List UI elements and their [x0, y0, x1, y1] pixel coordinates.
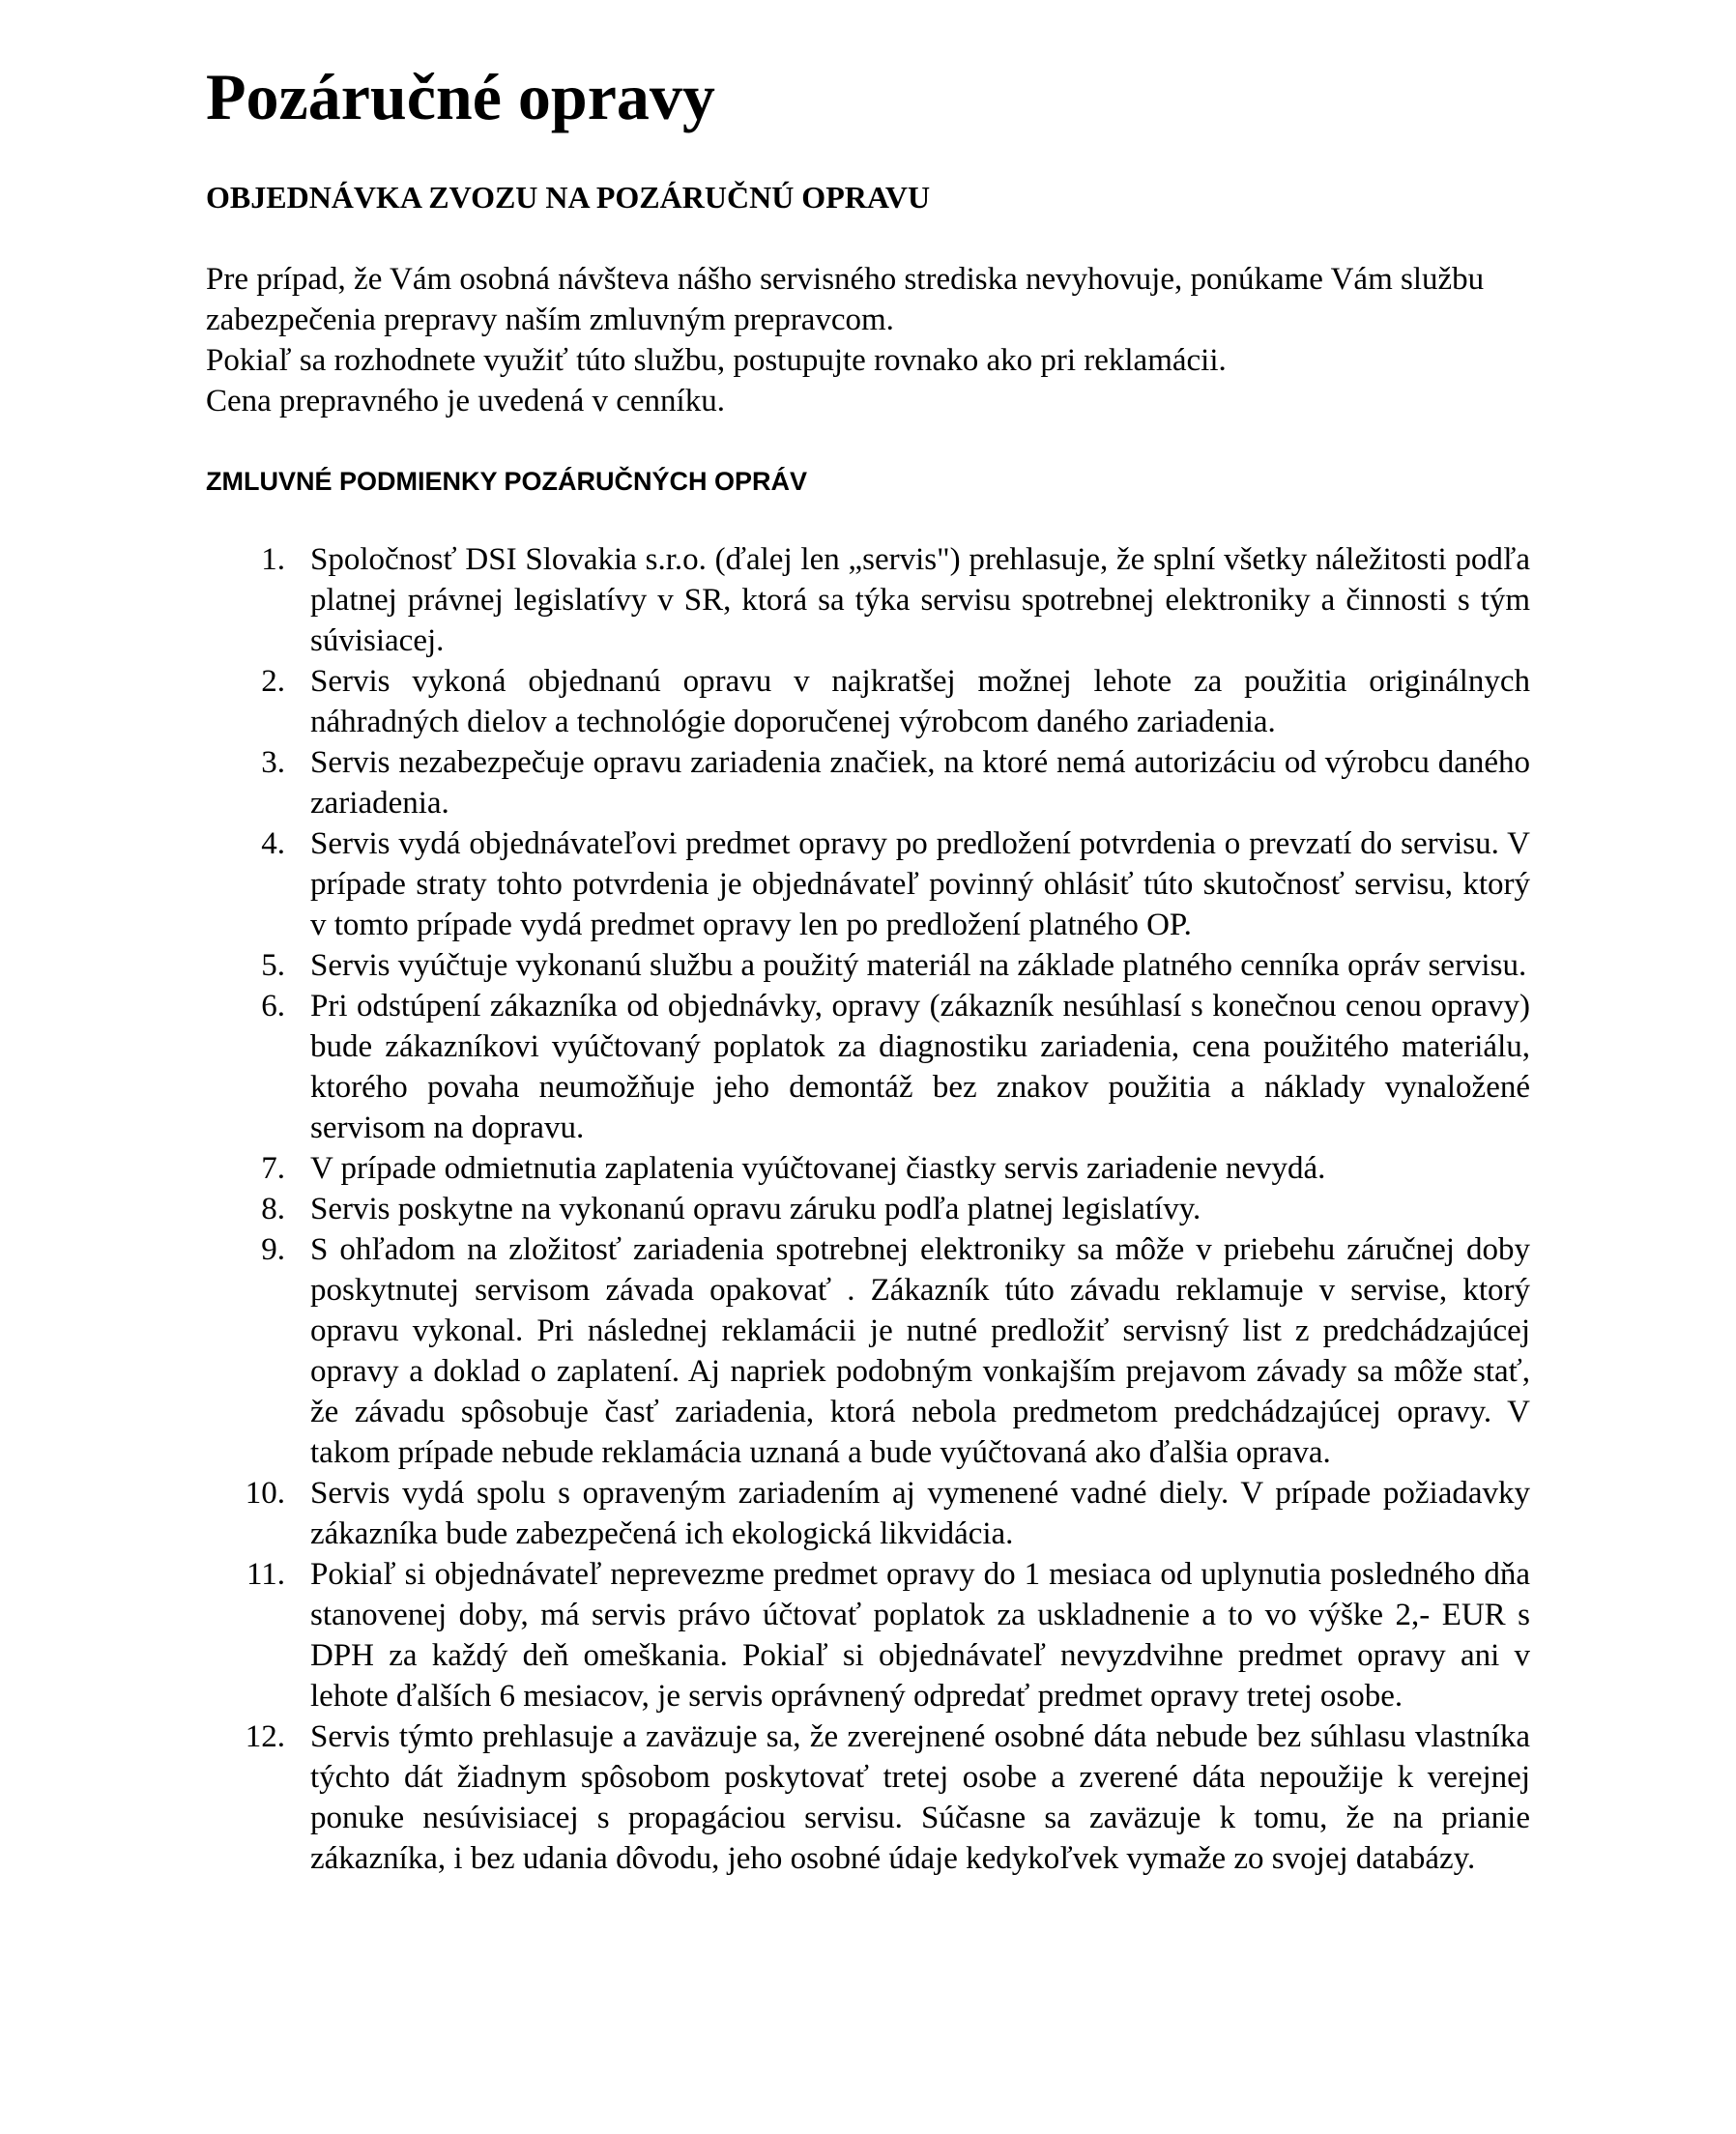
terms-item — [206, 1716, 1530, 1879]
intro-line: Pokiaľ sa rozhodnete využiť túto službu, postupujte rovnako ako pri reklamácii. — [206, 343, 1227, 378]
terms-item-number: 6. — [261, 989, 285, 1024]
page-title: Pozáručné opravy — [206, 60, 715, 133]
order-heading: OBJEDNÁVKA ZVOZU NA POZÁRUČNÚ OPRAVU — [206, 180, 931, 215]
terms-item-text: S ohľadom na zložitosť zariadenia spotrebnej elektroniky sa môže v priebehu záručnej doby poskytnutej servisom závada opakovať . Zákazník túto závadu reklamuje v servise, ktorý opravu vykonal. Pri následnej reklamácii je nutné predložiť servisný list z predchádzajúcej opravy a doklad o zaplatení. Aj napriek podobným vonkajším prejavom závady sa môže stať, že závadu spôsobuje časť zariadenia, ktorá nebola predmetom predchádzajúcej opravy. V takom prípade nebude reklamácia uznaná a bude vyúčtovaná ako ďalšia oprava. — [310, 1232, 1530, 1470]
terms-item-text: Servis vydá spolu s opraveným zariadením aj vymenené vadné diely. V prípade požiadavky zákazníka bude zabezpečená ich ekologická likvidácia. — [310, 1476, 1530, 1551]
terms-item — [206, 986, 1530, 1148]
terms-list — [206, 539, 1530, 1879]
terms-item-text: Servis týmto prehlasuje a zaväzuje sa, že zverejnené osobné dáta nebude bez súhlasu vlastníka týchto dát žiadnym spôsobom poskytovať tretej osobe a zverené dáta nepoužije k verejnej ponuke nesúvisiacej s propagáciou servisu. Súčasne sa zaväzuje k tomu, že na prianie zákazníka, i bez udania dôvodu, jeho osobné údaje kedykoľvek vymaže zo svojej databázy. — [310, 1719, 1530, 1876]
terms-item-number: 7. — [261, 1151, 285, 1186]
intro-line: Cena prepravného je uvedená v cenníku. — [206, 384, 725, 418]
terms-heading: ZMLUVNÉ PODMIENKY POZÁRUČNÝCH OPRÁV — [206, 467, 808, 496]
terms-item-number: 4. — [261, 826, 285, 861]
terms-item-text: Servis vykoná objednanú opravu v najkratšej možnej lehote za použitia originálnych náhradných dielov a technológie doporučenej výrobcom daného zariadenia. — [310, 664, 1530, 739]
terms-item-text: Servis nezabezpečuje opravu zariadenia značiek, na ktoré nemá autorizáciu od výrobcu daného zariadenia. — [310, 745, 1530, 821]
intro-line: Pre prípad, že Vám osobná návšteva nášho servisného strediska nevyhovuje, ponúkame Vám službu zabezpečenia prepravy naším zmluvným prepravcom. — [206, 262, 1485, 337]
terms-item-number: 1. — [261, 542, 285, 577]
terms-item-text: Pokiaľ si objednávateľ neprevezme predmet opravy do 1 mesiaca od uplynutia posledného dňa stanovenej doby, má servis právo účtovať poplatok za uskladnenie a to vo výške 2,- EUR s DPH za každý deň omeškania. Pokiaľ si objednávateľ nevyzdvihne predmet opravy ani v lehote ďalších 6 mesiacov, je servis oprávnený odpredať predmet opravy tretej osobe. — [310, 1557, 1530, 1714]
terms-item-number: 11. — [246, 1557, 285, 1592]
terms-item — [206, 661, 1530, 742]
terms-item-number: 2. — [261, 664, 285, 699]
terms-item-number: 5. — [261, 948, 285, 983]
terms-item — [206, 1554, 1530, 1716]
terms-item-text: Servis poskytne na vykonanú opravu záruku podľa platnej legislatívy. — [310, 1192, 1201, 1226]
terms-item — [206, 945, 1530, 986]
terms-item-text: V prípade odmietnutia zaplatenia vyúčtovanej čiastky servis zariadenie nevydá. — [310, 1151, 1326, 1186]
terms-item-number: 8. — [261, 1192, 285, 1226]
terms-item — [206, 1229, 1530, 1473]
intro-paragraph — [206, 259, 1530, 421]
terms-item — [206, 1189, 1530, 1229]
terms-item-number: 9. — [261, 1232, 285, 1267]
terms-item — [206, 1148, 1530, 1189]
terms-item — [206, 539, 1530, 661]
terms-item-text: Servis vydá objednávateľovi predmet opravy po predložení potvrdenia o prevzatí do servisu. V prípade straty tohto potvrdenia je objednávateľ povinný ohlásiť túto skutočnosť servisu, ktorý v tomto prípade vydá predmet opravy len po predložení platného OP. — [310, 826, 1530, 942]
terms-item — [206, 823, 1530, 945]
terms-item-number: 12. — [245, 1719, 285, 1754]
terms-item — [206, 1473, 1530, 1554]
terms-item — [206, 742, 1530, 823]
terms-item-text: Spoločnosť DSI Slovakia s.r.o. (ďalej len „servis") prehlasuje, že splní všetky náležitosti podľa platnej právnej legislatívy v SR, ktorá sa týka servisu spotrebnej elektroniky a činnosti s tým súvisiacej. — [310, 542, 1530, 658]
terms-item-number: 3. — [261, 745, 285, 780]
terms-item-text: Servis vyúčtuje vykonanú službu a použitý materiál na základe platného cenníka opráv servisu. — [310, 948, 1527, 983]
terms-item-number: 10. — [245, 1476, 285, 1511]
document-page — [206, 58, 1530, 1879]
terms-item-text: Pri odstúpení zákazníka od objednávky, opravy (zákazník nesúhlasí s konečnou cenou opravy) bude zákazníkovi vyúčtovaný poplatok za diagnostiku zariadenia, cena použitého materiálu, ktorého povaha neumožňuje jeho demontáž bez znakov použitia a náklady vynaložené servisom na dopravu. — [310, 989, 1530, 1145]
